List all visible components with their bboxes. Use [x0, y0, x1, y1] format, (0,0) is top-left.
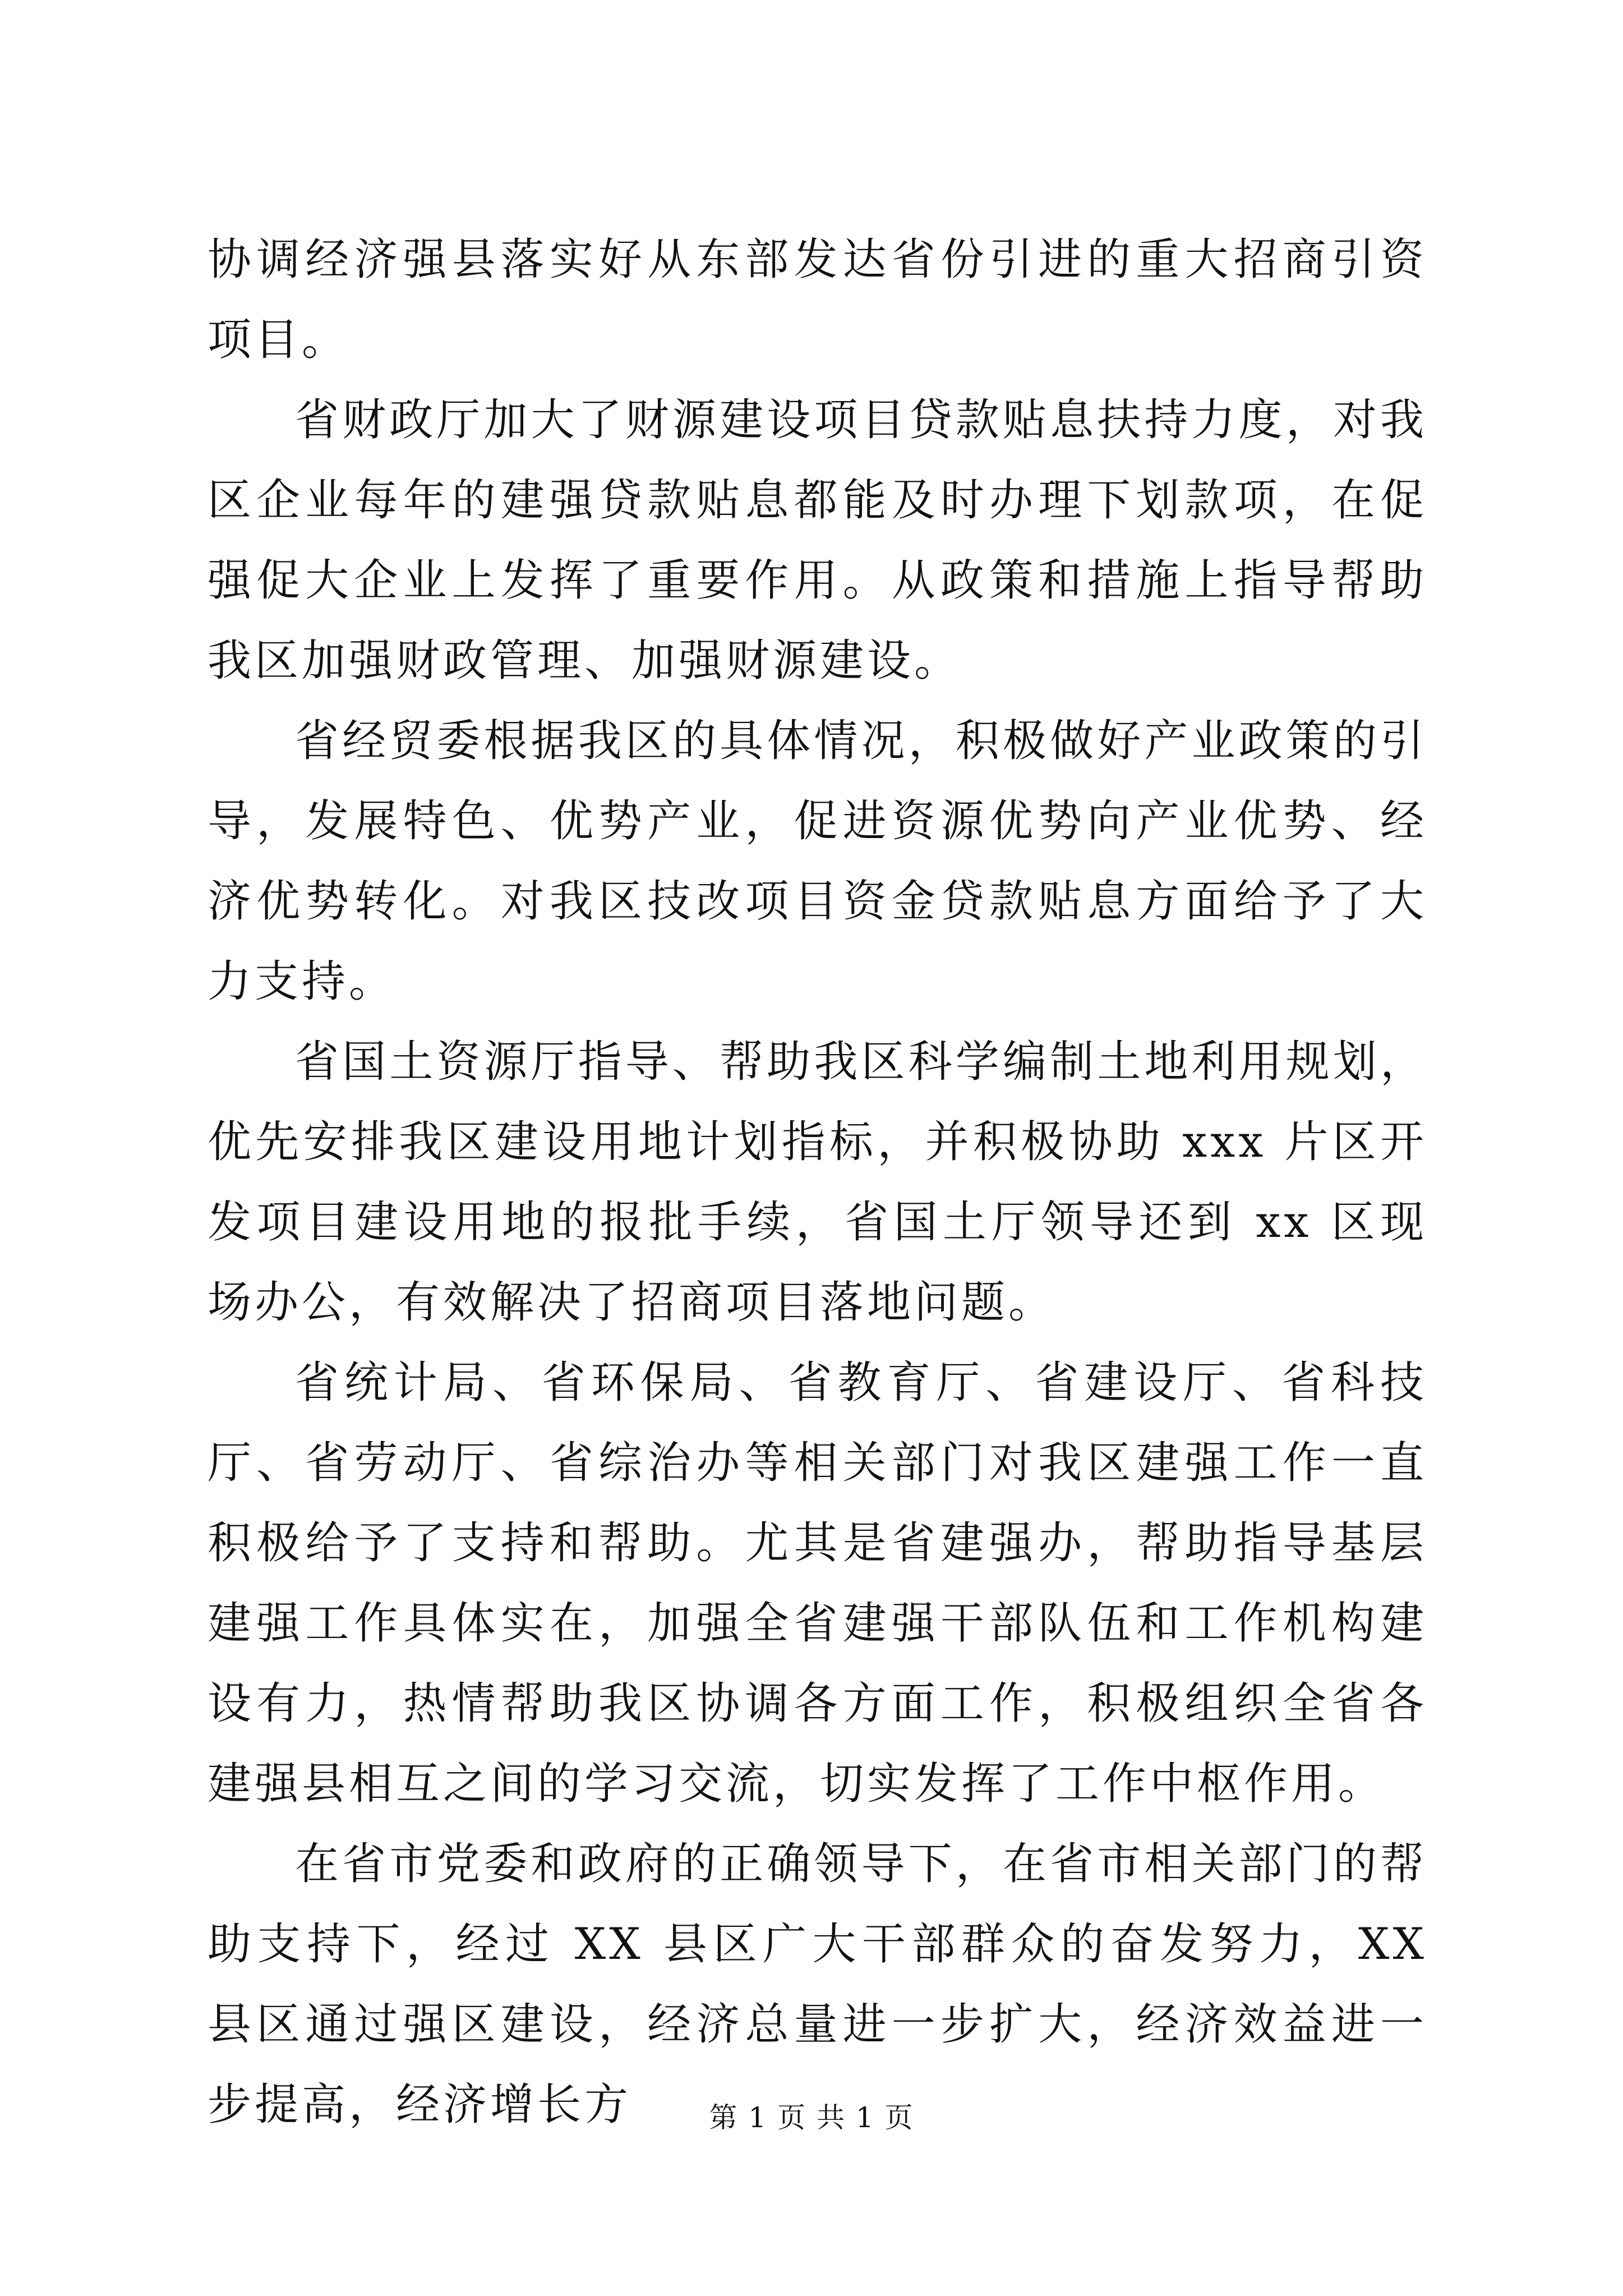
paragraph-land-resources-department: 省国土资源厅指导、帮助我区科学编制土地利用规划，优先安排我区建设用地计划指标，并积极协助 xxx 片区开发项目建设用地的报批手续，省国土厅领导还到 xx 区现场办公，有效解决了招商项目落地问题。: [208, 1037, 1427, 1328]
paragraph-continuation: 协调经济强县落实好从东部发达省份引进的重大招商引资项目。: [208, 234, 1427, 365]
document-body: [208, 220, 1427, 2145]
paragraph-finance-department: 省财政厅加大了财源建设项目贷款贴息扶持力度，对我区企业每年的建强贷款贴息都能及时办理下划款项，在促强促大企业上发挥了重要作用。从政策和措施上指导帮助我区加强财政管理、加强财源建设。: [208, 395, 1427, 686]
paragraph-economic-trade-commission: 省经贸委根据我区的具体情况，积极做好产业政策的引导，发展特色、优势产业，促进资源优势向产业优势、经济优势转化。对我区技改项目资金贷款贴息方面给予了大力支持。: [208, 716, 1427, 1007]
paragraph-provincial-leadership: 在省市党委和政府的正确领导下，在省市相关部门的帮助支持下，经过 XX 县区广大干部群众的奋发努力，XX 县区通过强区建设，经济总量进一步扩大，经济效益进一步提高，经济增长方: [208, 1839, 1427, 2130]
paragraph-related-departments: 省统计局、省环保局、省教育厅、省建设厅、省科技厅、省劳动厅、省综治办等相关部门对我区建强工作一直积极给予了支持和帮助。尤其是省建强办，帮助指导基层建强工作具体实在，加强全省建强干部队伍和工作机构建设有力，热情帮助我区协调各方面工作，积极组织全省各建强县相互之间的学习交流，切实发挥了工作中枢作用。: [208, 1358, 1427, 1809]
page-footer: 第 1 页 共 1 页: [709, 2101, 914, 2134]
